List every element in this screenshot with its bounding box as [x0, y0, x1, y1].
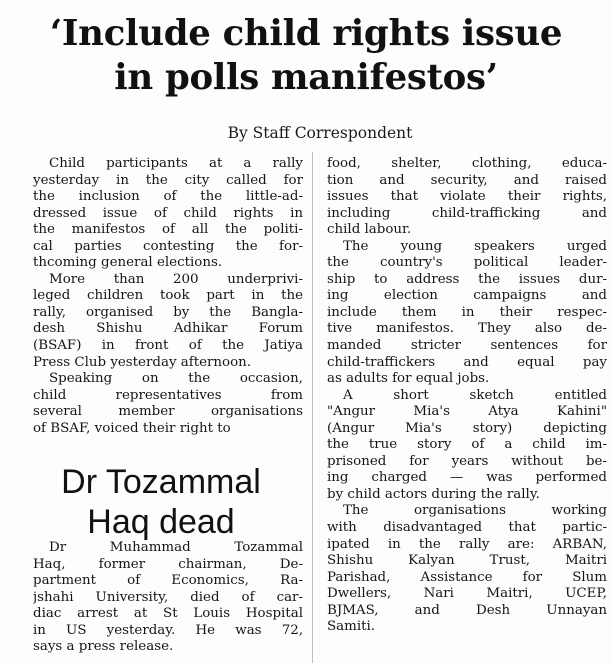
text-line: (Angur Mia's story) depicting: [327, 420, 607, 436]
headline-line: ‘Include child rights issue: [49, 13, 563, 54]
text-line: ipated in the rally are: ARBAN,: [327, 536, 607, 552]
text-line: A short sketch entitled: [343, 387, 607, 403]
text-line: of BSAF, voiced their right to: [33, 420, 231, 436]
headline-line: in polls manifestos’: [114, 57, 498, 98]
text-line: manded stricter sentences for: [327, 338, 607, 354]
text-line: Press Club yesterday afternoon.: [33, 354, 252, 370]
text-line: jshahi University, died of car-: [33, 589, 303, 605]
text-line: child-traffickers and equal pay: [327, 354, 607, 370]
text-line: "Angur Mia's Atya Kahini": [327, 404, 607, 420]
byline: By Staff Correspondent: [227, 124, 413, 142]
brief-headline: [20, 462, 302, 542]
text-line: the country's political leader-: [327, 255, 607, 271]
text-line: Shishu Kalyan Trust, Maitri: [327, 553, 607, 569]
text-line: Dwellers, Nari Maitri, UCEP,: [327, 586, 607, 602]
brief-body: [33, 540, 303, 656]
text-line: Dr Muhammad Tozammal: [49, 540, 303, 555]
text-line: More than 200 underprivi-: [49, 271, 303, 287]
text-line: the manifestos of all the politi-: [33, 222, 303, 238]
text-line: desh Shishu Adhikar Forum: [33, 321, 303, 337]
text-line: issues that violate their rights,: [327, 189, 607, 205]
text-line: ing charged — was performed: [327, 470, 607, 486]
text-line: with disadvantaged that partic-: [327, 520, 607, 536]
text-line: Speaking on the occasion,: [49, 371, 303, 387]
text-line: Child participants at a rally: [49, 156, 303, 171]
text-line: leged children took part in the: [33, 288, 303, 304]
brief-headline-line: Dr Tozammal: [61, 463, 261, 501]
text-line: tion and security, and raised: [327, 172, 607, 188]
text-line: partment of Economics, Ra-: [33, 573, 303, 589]
text-line: food, shelter, clothing, educa-: [327, 156, 607, 171]
text-line: ing election campaigns and: [327, 288, 607, 304]
text-line: yesterday in the city called for: [33, 172, 303, 188]
column-divider: [312, 152, 313, 663]
text-line: rally, organised by the Bangla-: [33, 304, 303, 320]
text-line: by child actors during the rally.: [327, 486, 540, 502]
text-line: thcoming general elections.: [33, 255, 223, 271]
text-line: Samiti.: [327, 619, 376, 635]
text-line: The organisations working: [343, 503, 607, 519]
text-line: (BSAF) in front of the Jatiya: [33, 338, 303, 354]
text-line: the inclusion of the little-ad-: [33, 189, 303, 205]
article-body-left-column: [33, 156, 303, 437]
text-line: ship to address the issues dur-: [327, 271, 607, 287]
text-line: tive manifestos. They also de-: [327, 321, 607, 337]
article-headline: [0, 12, 612, 100]
text-line: prisoned for years without be-: [327, 453, 607, 469]
text-line: child representatives from: [33, 387, 303, 403]
text-line: cal parties contesting the for-: [33, 238, 303, 254]
brief-headline-line: Haq dead: [87, 503, 235, 541]
text-line: says a press release.: [33, 639, 174, 655]
text-line: diac arrest at St Louis Hospital: [33, 606, 303, 622]
article-body-right-column: [327, 156, 607, 636]
text-line: in US yesterday. He was 72,: [33, 622, 303, 638]
text-line: include them in their respec-: [327, 304, 607, 320]
text-line: dressed issue of child rights in: [33, 205, 303, 221]
text-line: the true story of a child im-: [327, 437, 607, 453]
text-line: Parishad, Assistance for Slum: [327, 569, 607, 585]
text-line: The young speakers urged: [343, 238, 607, 254]
text-line: BJMAS, and Desh Unnayan: [327, 602, 607, 618]
text-line: as adults for equal jobs.: [327, 371, 490, 387]
text-line: including child-trafficking and: [327, 205, 607, 221]
text-line: several member organisations: [33, 404, 303, 420]
text-line: Haq, former chairman, De-: [33, 556, 303, 572]
text-line: child labour.: [327, 222, 412, 238]
